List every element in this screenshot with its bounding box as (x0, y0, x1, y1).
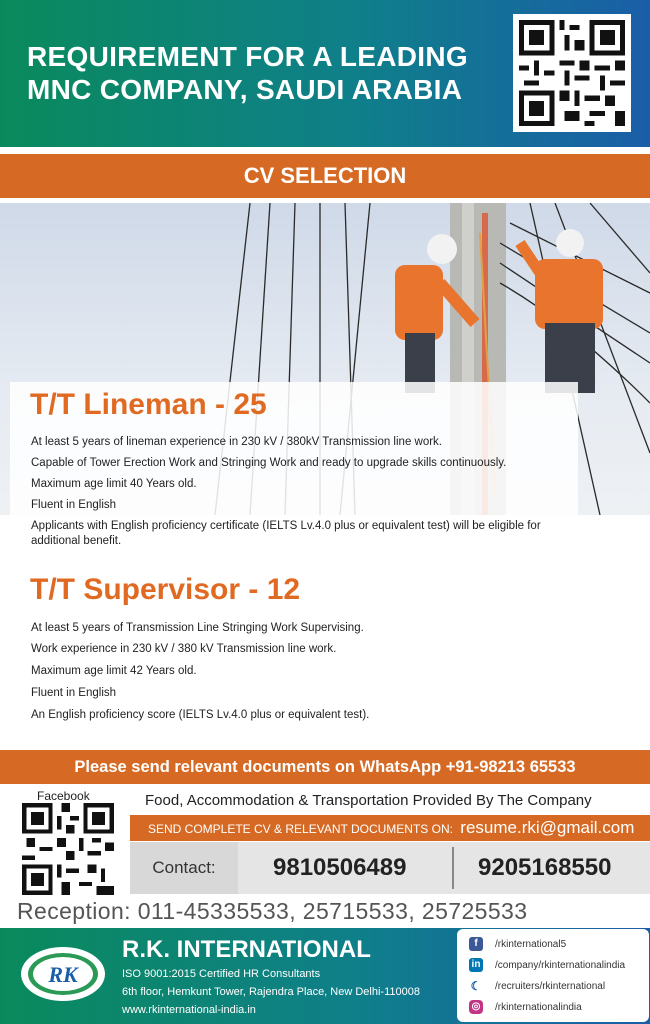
requirement-item: At least 5 years of lineman experience in 230 kV / 380kV Transmission line work. (31, 436, 443, 448)
social-links-panel (457, 929, 649, 1022)
job-title-supervisor: T/T Supervisor - 12 (30, 573, 301, 606)
social-link-linkedin[interactable]: in /company/rkinternationalindia (469, 956, 625, 974)
requirement-item: At least 5 years of Transmission Line Stringing Work Supervising. (31, 622, 364, 634)
facebook-qr-code[interactable] (22, 803, 114, 895)
company-website[interactable]: www.rkinternational-india.in (122, 1004, 256, 1016)
social-link-instagram[interactable]: ◎ /rkinternationalindia (469, 998, 582, 1016)
linkedin-icon: in (469, 958, 483, 972)
requirement-item: Maximum age limit 40 Years old. (31, 478, 197, 490)
requirement-item: Fluent in English (31, 687, 117, 699)
whatsapp-bar[interactable]: Please send relevant documents on WhatsApp +91-98213 65533 (0, 750, 650, 784)
job-title-lineman: T/T Lineman - 25 (30, 388, 267, 421)
requirement-item: Work experience in 230 kV / 380 kV Transmission line work. (31, 643, 337, 655)
rk-logo-icon (18, 944, 108, 1004)
divider (452, 847, 454, 889)
qr-code-icon (22, 803, 114, 895)
requirement-item: Maximum age limit 42 Years old. (31, 665, 197, 677)
phone-number[interactable]: 9205168550 (478, 854, 612, 881)
contact-box (130, 842, 650, 894)
company-logo (18, 944, 108, 1004)
qr-code-icon (519, 20, 625, 126)
naukri-icon: ☾ (470, 979, 482, 993)
send-cv-label: SEND COMPLETE CV & RELEVANT DOCUMENTS ON: (148, 822, 453, 836)
contact-label: Contact: (130, 842, 238, 894)
requirement-item: An English proficiency score (IELTS Lv.4.0 plus or equivalent test). (31, 709, 370, 721)
company-address: 6th floor, Hemkunt Tower, Rajendra Place, New Delhi-110008 (122, 986, 420, 998)
qr-code[interactable] (513, 14, 631, 132)
social-link-facebook[interactable]: f /rkinternational5 (469, 935, 566, 953)
requirement-item: Capable of Tower Erection Work and Stringing Work and ready to upgrade skills continuously. (31, 457, 507, 469)
facebook-icon: f (469, 937, 483, 951)
benefits-text: Food, Accommodation & Transportation Provided By The Company (145, 792, 592, 809)
requirement-item: Fluent in English (31, 499, 117, 511)
social-link-naukri[interactable]: ☾ /recruiters/rkinternational (470, 979, 606, 993)
iso-certification: ISO 9001:2015 Certified HR Consultants (122, 968, 321, 980)
phone-number[interactable]: 9810506489 (273, 854, 407, 881)
instagram-icon: ◎ (469, 1000, 483, 1014)
send-cv-bar (130, 815, 650, 841)
company-name: R.K. INTERNATIONAL (122, 936, 371, 963)
page-title: REQUIREMENT FOR A LEADING MNC COMPANY, SAUDI ARABIA (27, 41, 468, 105)
cv-selection-band: CV SELECTION (0, 154, 650, 198)
email-link[interactable]: resume.rki@gmail.com (460, 818, 635, 837)
requirement-item: Applicants with English proficiency certificate (IELTS Lv.4.0 plus or equivalent test) will be eligible for additional benefit. (31, 520, 541, 547)
reception-numbers: Reception: 011-45335533, 25715533, 25725533 (17, 898, 528, 924)
facebook-label: Facebook (37, 789, 90, 803)
svg-text:RK: RK (48, 962, 78, 987)
